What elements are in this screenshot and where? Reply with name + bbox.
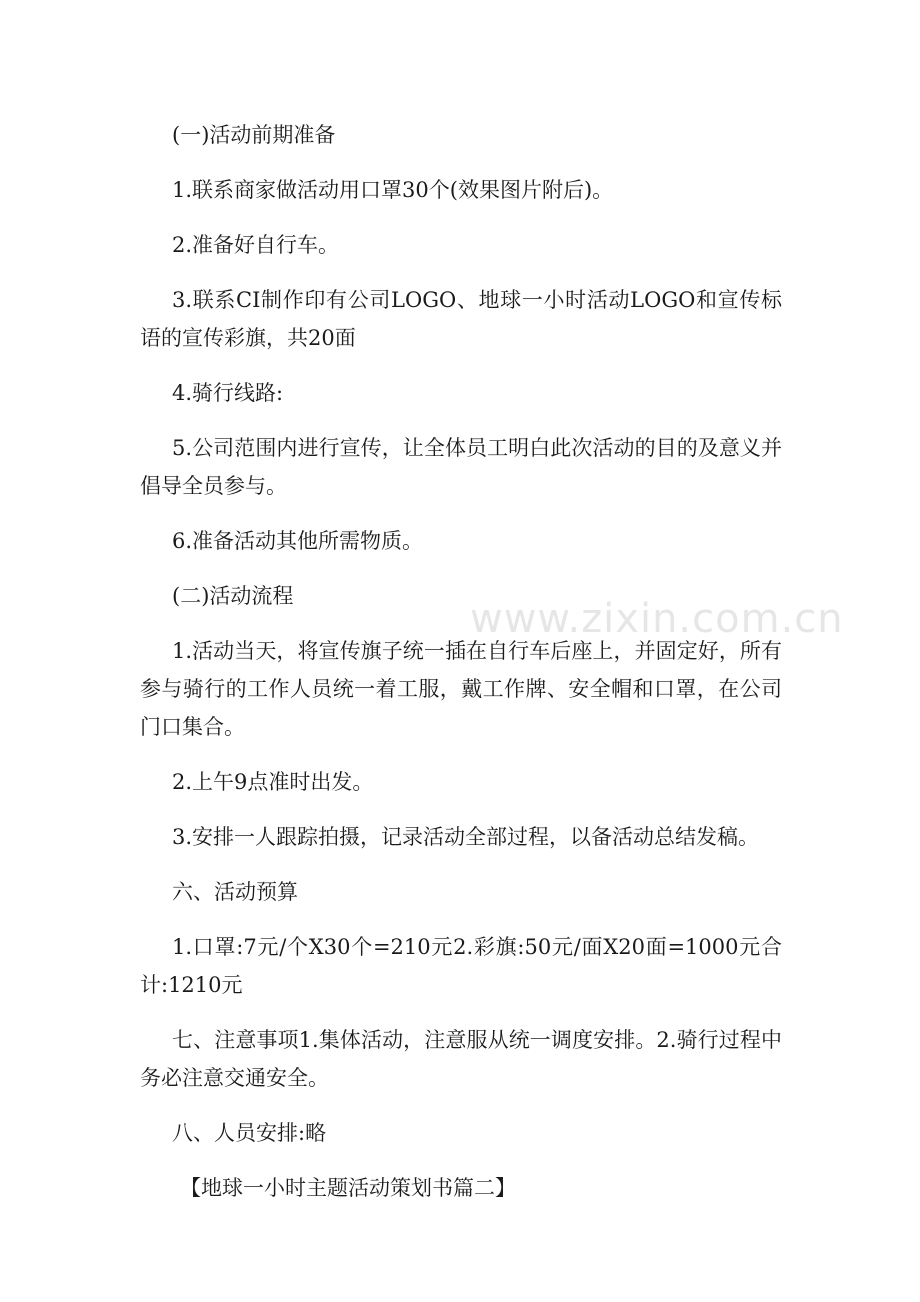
watermark: www.zixin.com.cn bbox=[470, 596, 844, 642]
document-body bbox=[140, 116, 782, 1207]
paragraph: (二)活动流程 bbox=[172, 584, 294, 608]
paragraph: 1.联系商家做活动用口罩30个(效果图片附后)。 bbox=[172, 178, 614, 202]
paragraph: 3.联系CI制作印有公司LOGO、地球一小时活动LOGO和宣传标语的宣传彩旗，共20面 bbox=[140, 288, 782, 350]
paragraph: 4.骑行线路: bbox=[172, 381, 284, 405]
paragraph: 3.安排一人跟踪拍摄，记录活动全部过程，以备活动总结发稿。 bbox=[172, 825, 760, 849]
paragraph: 5.公司范围内进行宣传，让全体员工明白此次活动的目的及意义并倡导全员参与。 bbox=[140, 436, 782, 498]
paragraph: 1.活动当天，将宣传旗子统一插在自行车后座上，并固定好，所有参与骑行的工作人员统一着工服，戴工作牌、安全帽和口罩，在公司门口集合。 bbox=[140, 639, 782, 739]
paragraph: 八、人员安排:略 bbox=[172, 1121, 327, 1145]
paragraph: (一)活动前期准备 bbox=[172, 123, 336, 147]
paragraph: 2.准备好自行车。 bbox=[172, 233, 340, 257]
paragraph: 六、活动预算 bbox=[172, 880, 298, 904]
paragraph: 1.口罩:7元/个X30个=210元2.彩旗:50元/面X20面=1000元合计:1210元 bbox=[140, 935, 782, 997]
paragraph: 6.准备活动其他所需物质。 bbox=[172, 529, 424, 553]
section-heading: 【地球一小时主题活动策划书篇二】 bbox=[180, 1176, 516, 1200]
paragraph: 七、注意事项1.集体活动，注意服从统一调度安排。2.骑行过程中务必注意交通安全。 bbox=[140, 1028, 782, 1090]
paragraph: 2.上午9点准时出发。 bbox=[172, 770, 374, 794]
